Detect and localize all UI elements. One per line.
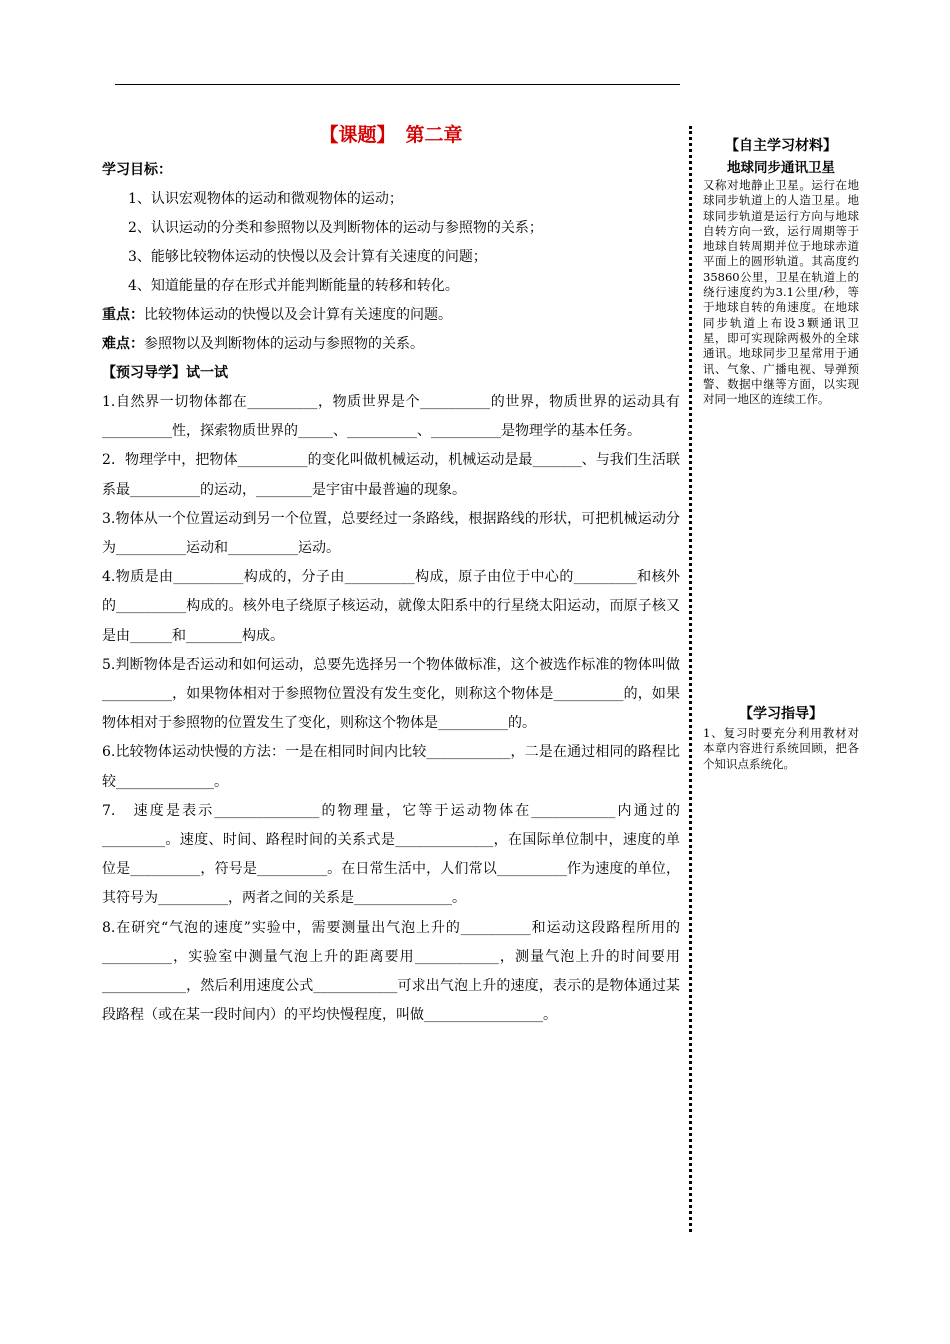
objectives-heading: 学习目标： (102, 162, 172, 178)
difficult-point-label: 难点： (102, 336, 144, 352)
question-5: 5.判断物体是否运动和如何运动，总要先选择另一个物体做标准，这个被选作标准的物体叫做__________，如果物体相对于参照物位置没有发生变化，则称这个物体是__________的，如果物体相对于参照物的位置发生了变化，则称这个物体是__________的。 (102, 656, 680, 732)
guide-heading: 【学习指导】 (739, 706, 823, 722)
column-divider (689, 126, 692, 1232)
guide-text: 1、复习时要充分利用教材对本章内容进行系统回顾，把各个知识点系统化。 (703, 726, 859, 771)
question-6: 6.比较物体运动快慢的方法：一是在相同时间内比较____________，二是在通过相同的路程比较______________。 (102, 744, 680, 790)
question-1: 1.自然界一切物体都在__________，物质世界是个__________的世界，物质世界的运动具有__________性，探索物质世界的_____、__________、__________是物理学的基本任务。 (102, 394, 680, 440)
objective-item: 4、知道能量的存在形式并能判断能量的转移和转化。 (128, 278, 459, 294)
page-title (102, 122, 680, 148)
key-point-text: 比较物体运动的快慢以及会计算有关速度的问题。 (144, 307, 452, 323)
key-point-label: 重点： (102, 307, 144, 323)
preview-heading: 【预习导学】试一试 (102, 365, 228, 381)
key-point (102, 301, 680, 330)
difficult-point-text: 参照物以及判断物体的运动与参照物的关系。 (144, 336, 424, 352)
question-7: 7. 速度是表示_______________的物理量，它等于运动物体在____________内通过的_________。速度、时间、路程时间的关系式是______________，在国际单位制中，速度的单位是__________，符号是__________。在日常生活中，人们常以__________作为速度的单位，其符号为__________，两者之间的关系是______________。 (102, 802, 680, 907)
material-title: 地球同步通讯卫星 (727, 160, 835, 176)
question-4: 4.物质是由__________构成的，分子由__________构成，原子由位于中心的_________和核外的__________构成的。核外电子绕原子核运动，就像太阳系中的行星绕太阳运动，而原子核又是由______和________构成。 (102, 569, 680, 644)
header-rule (115, 84, 680, 85)
main-column (102, 122, 680, 1030)
question-8: 8.在研究“气泡的速度”实验中，需要测量出气泡上升的__________和运动这段路程所用的__________，实验室中测量气泡上升的距离要用____________，测量气泡上升的时间要用____________，然后利用速度公式____________可求出气泡上升的速度，表示的是物体通过某段路程（或在某一段时间内）的平均快慢程度，叫做_________________。 (102, 919, 680, 1024)
difficult-point (102, 330, 680, 359)
objective-item: 3、能够比较物体运动的快慢以及会计算有关速度的问题； (128, 249, 487, 265)
sidebar-guide (703, 702, 859, 772)
material-text: 又称对地静止卫星。运行在地球同步轨道上的人造卫星。地球同步轨道是运行方向与地球自转方向一致，运行周期等于地球自转周期并位于地球赤道平面上的圆形轨道。其高度约35860公里，卫星在轨道上的绕行速度约为3.1公里/秒，等于地球自转的角速度。在地球同步轨道上布设3颗通讯卫星，即可实现除两极外的全球通讯。地球同步卫星常用于通讯、气象、广播电视、导弹预警、数据中继等方面，以实现对同一地区的连续工作。 (703, 178, 859, 407)
title-bracket: 【课题】 (319, 124, 396, 146)
question-3: 3.物体从一个位置运动到另一个位置，总要经过一条路线，根据路线的形状，可把机械运动分为__________运动和__________运动。 (102, 510, 680, 557)
question-2: 2．物理学中，把物体__________的变化叫做机械运动，机械运动是最_______、与我们生活联系最__________的运动，________是宇宙中最普遍的现象。 (102, 452, 680, 498)
objective-item: 2、认识运动的分类和参照物以及判断物体的运动与参照物的关系； (128, 220, 543, 236)
title-chapter: 第二章 (405, 124, 463, 146)
objective-item: 1、认识宏观物体的运动和微观物体的运动； (128, 191, 403, 207)
sidebar-material (703, 134, 859, 407)
material-heading: 【自主学习材料】 (725, 138, 837, 154)
